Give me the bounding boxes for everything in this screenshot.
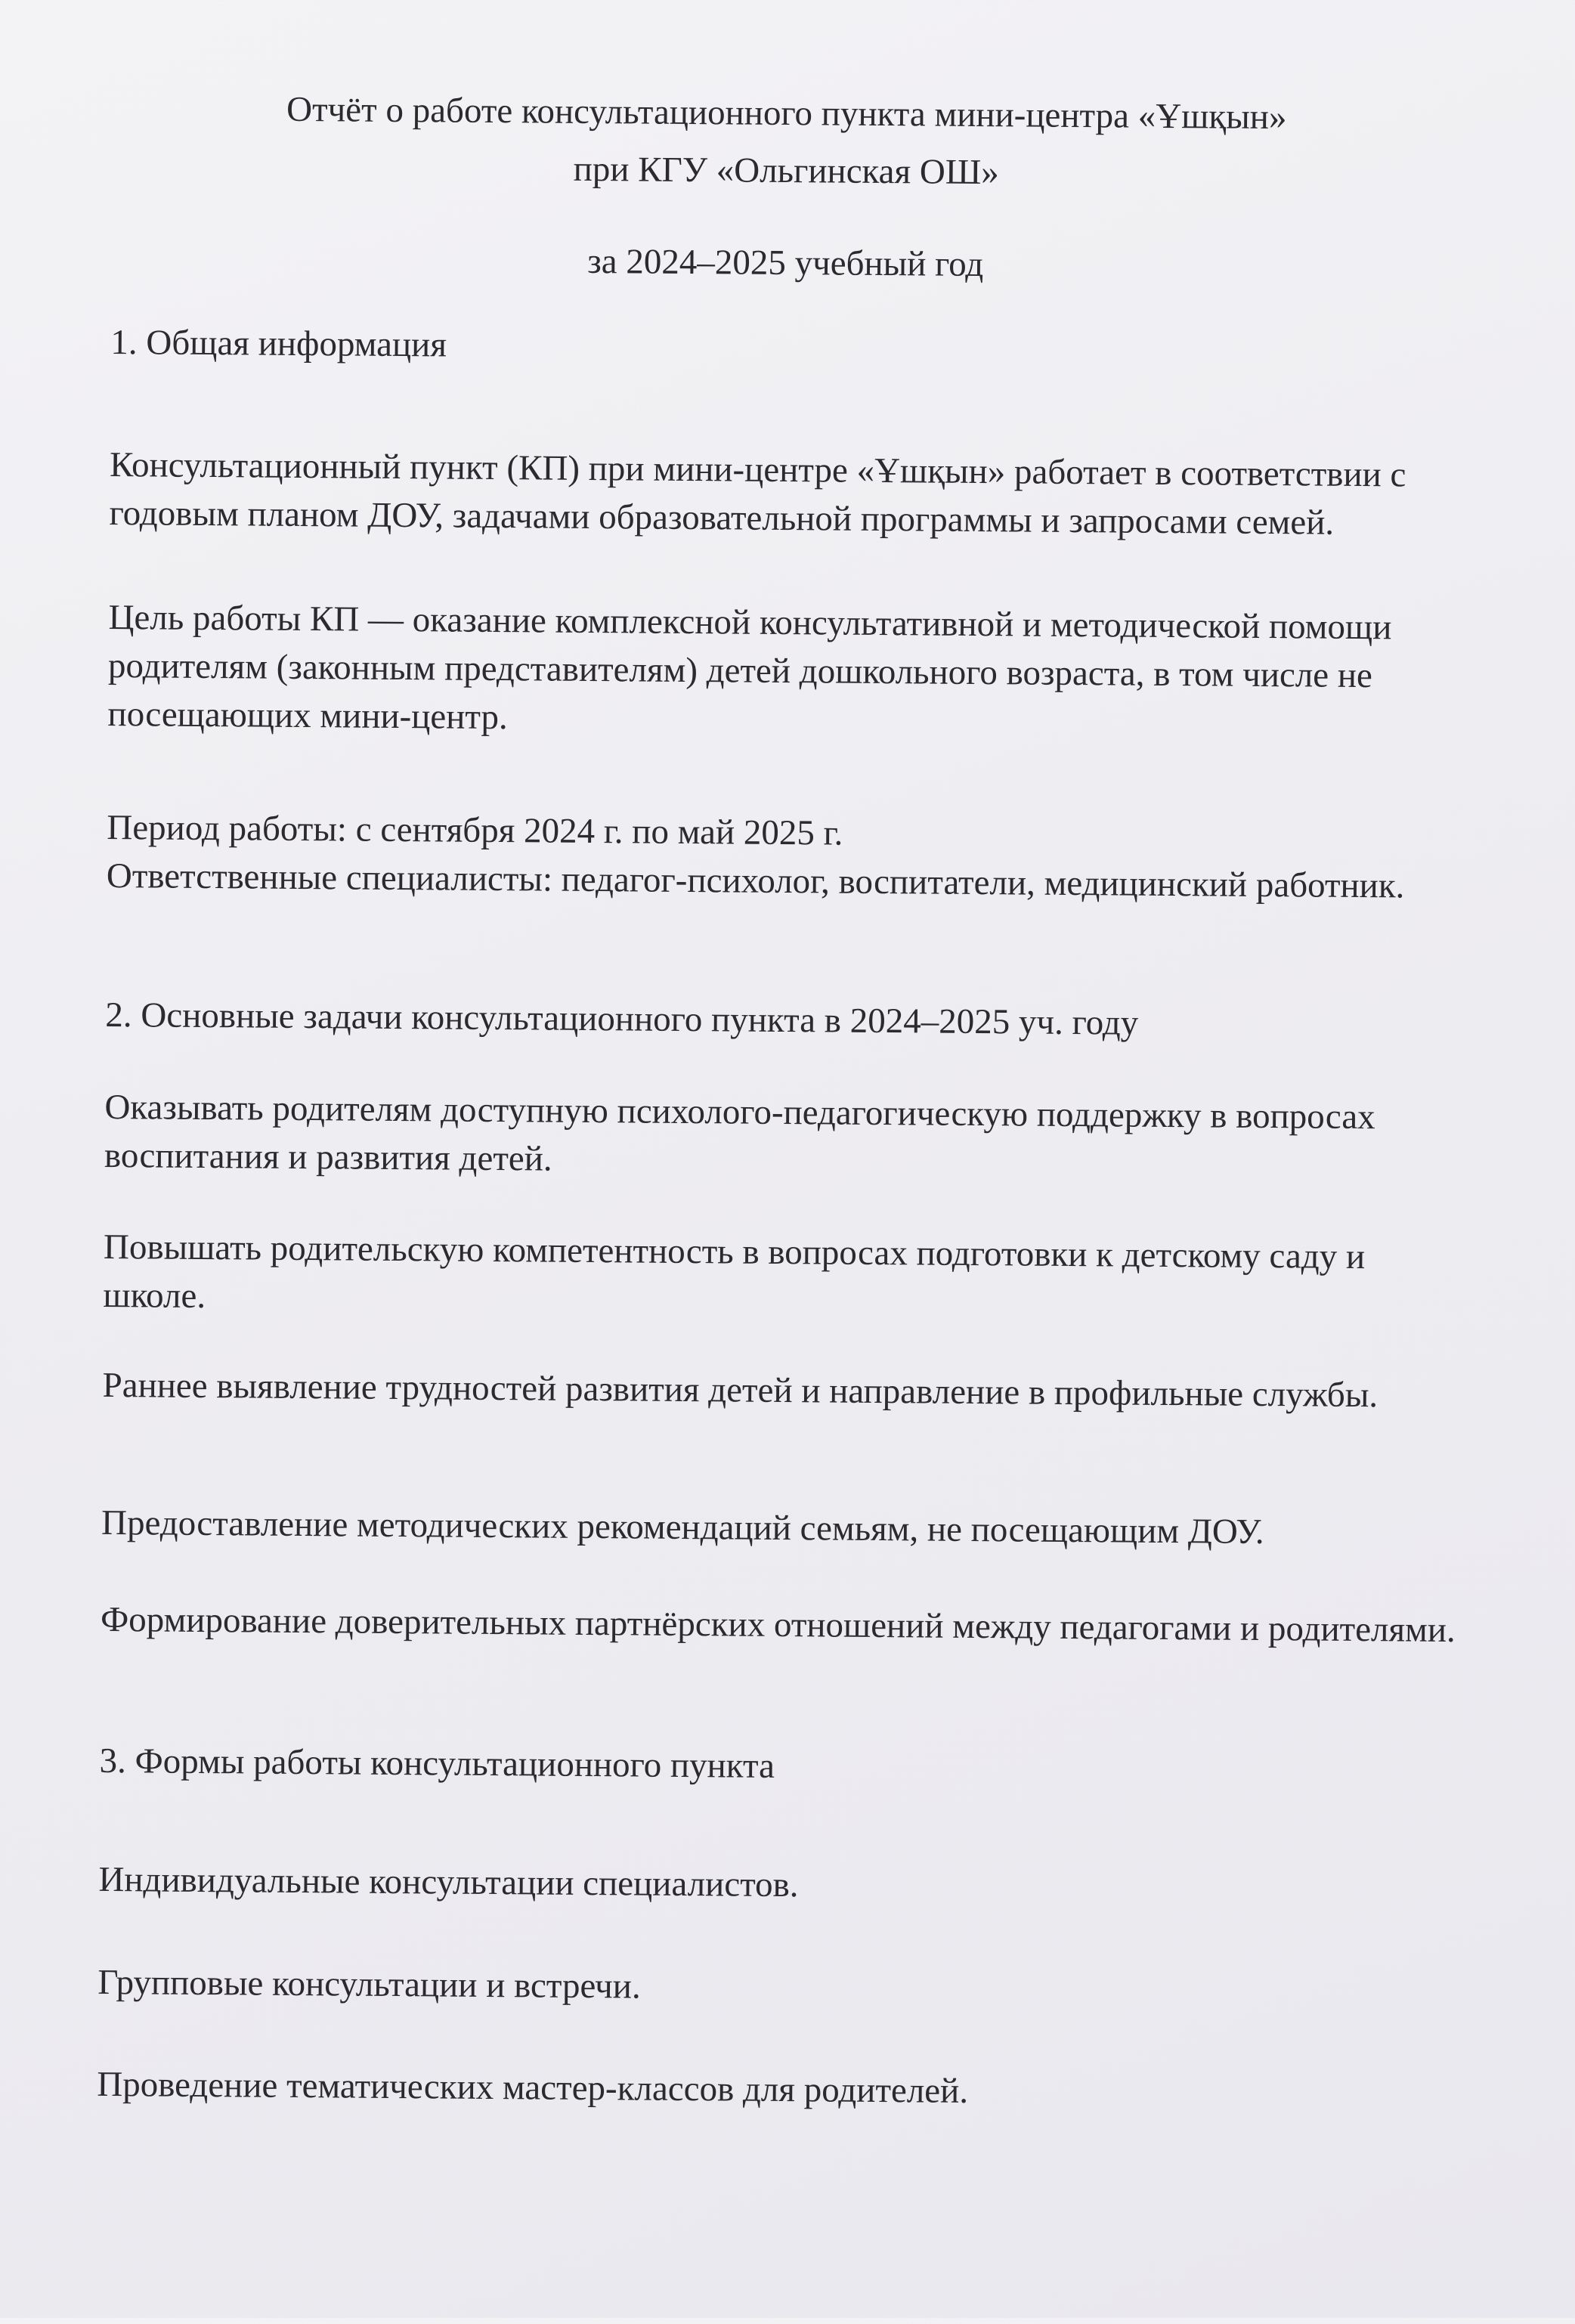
section-1-responsible: Ответственные специалисты: педагог-психолог, воспитатели, медицинский работник. [106, 856, 1405, 906]
section-2-item-2: Повышать родительскую компетентность в вопросах подготовки к детскому саду и школе. [103, 1227, 1366, 1317]
section-2-item-5: Формирование доверительных партнёрских отношений между педагогами и родителями. [100, 1599, 1456, 1651]
section-2-item-1: Оказывать родителям доступную психолого-педагогическую поддержку в вопросах воспитания и развития детей. [104, 1087, 1375, 1179]
report-period-line: за 2024–2025 учебный год [586, 241, 984, 285]
section-2-item-3: Раннее выявление трудностей развития детей и направление в профильные службы. [102, 1365, 1379, 1416]
section-2-item-4: Предоставление методических рекомендаций семьям, не посещающим ДОУ. [101, 1502, 1264, 1552]
report-title-line-2: при КГУ «Ольгинская ОШ» [573, 149, 999, 193]
report-title-line-1: Отчёт о работе консультационного пункта мини-центра «Ұшқын» [286, 89, 1287, 138]
section-2-heading: 2. Основные задачи консультационного пункта в 2024–2025 уч. году [105, 995, 1139, 1043]
section-3-item-1: Индивидуальные консультации специалистов. [98, 1859, 799, 1905]
section-3-heading: 3. Формы работы консультационного пункта [99, 1741, 775, 1786]
section-1-heading: 1. Общая информация [110, 322, 447, 365]
section-1-paragraph-2: Цель работы КП — оказание комплексной консультативной и методической помощи родителям (законным представителям) детей дошкольного возраста, в том числе не посещающих мини-центр. [107, 597, 1392, 738]
section-1-paragraph-1: Консультационный пункт (КП) при мини-центре «Ұшқын» работает в соответствии с годовым планом ДОУ, задачами образовательной программы и запросами семей. [109, 444, 1406, 543]
section-3-item-2: Групповые консультации и встречи. [97, 1962, 641, 2007]
section-1-period: Период работы: с сентября 2024 г. по май 2025 г. [107, 807, 843, 853]
section-3-item-3: Проведение тематических мастер-классов для родителей. [97, 2064, 969, 2111]
